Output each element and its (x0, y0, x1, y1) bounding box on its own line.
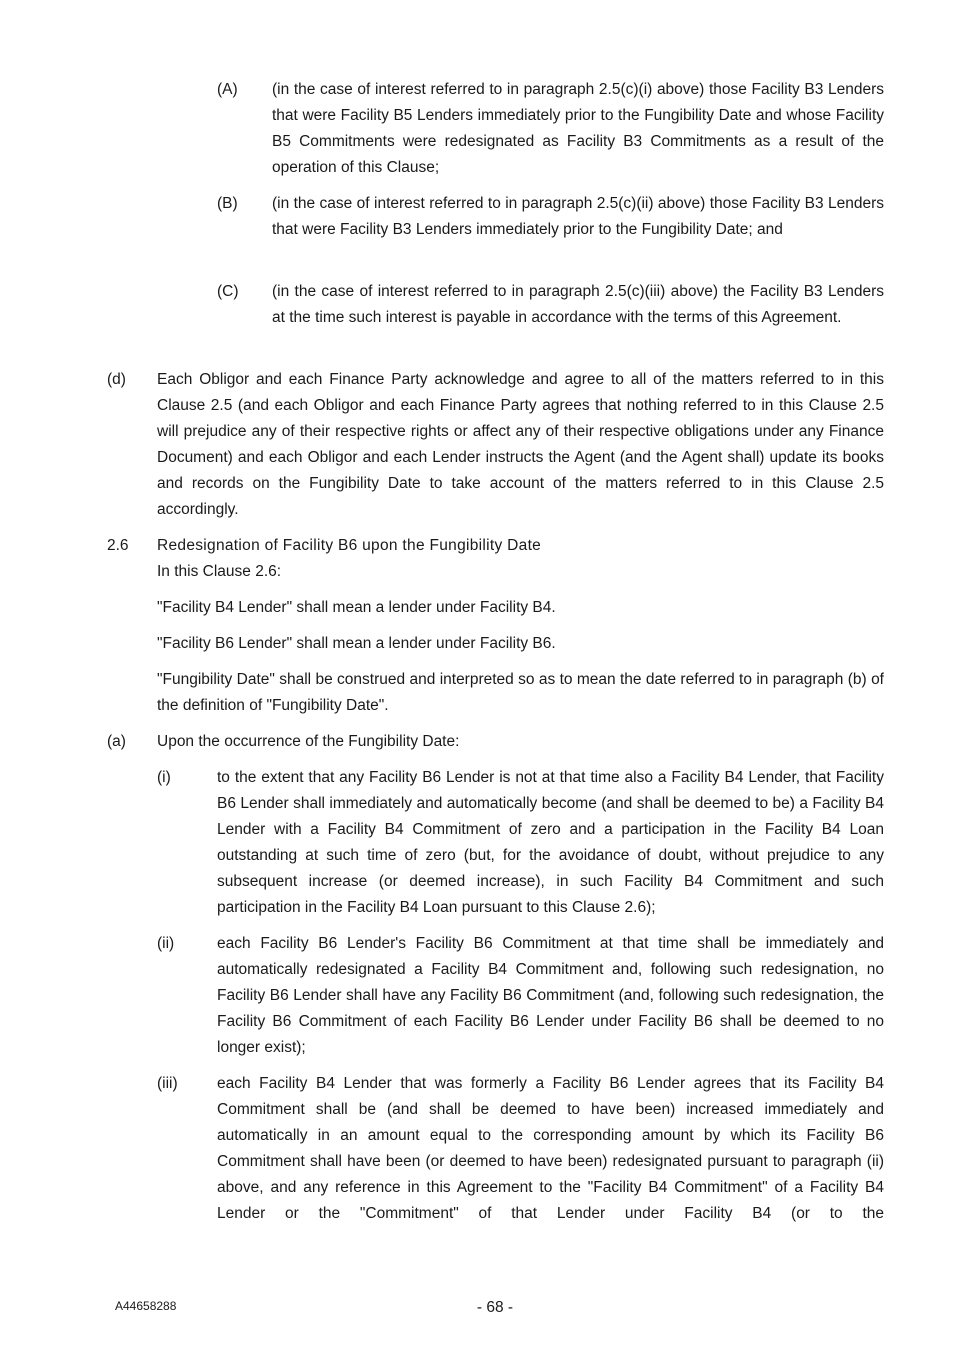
subitem-label-iii: (iii) (157, 1075, 178, 1092)
item-label-C: (C) (217, 283, 239, 300)
subitem-text-iii: each Facility B4 Lender that was formerly a Facility B6 Lender agrees that its Facility B4 Commitment shall be (and shall be deemed to have been) increased immediately and automatically in an amount equal to the corresponding amount by which its Facility B6 Commitment shall have been (or deemed to have been) redesignated pursuant to paragraph (ii) above, and any reference in this Agreement to the "Facility B4 Commitment" of a Facility B4 Lender or the "Commitment" of that Lender under Facility B4 (or to the (217, 1075, 884, 1222)
definition-facility-b6-lender: "Facility B6 Lender" shall mean a lender under Facility B6. (157, 635, 556, 652)
document-id: A44658288 (115, 1299, 177, 1313)
item-text-A: (in the case of interest referred to in paragraph 2.5(c)(i) above) those Facility B3 Lenders that were Facility B5 Lenders immediately prior to the Fungibility Date and whose Facility B5 Commitments were redesignated as Facility B3 Commitments as a result of the operation of this Clause; (272, 81, 884, 176)
definition-facility-b4-lender: "Facility B4 Lender" shall mean a lender under Facility B4. (157, 599, 556, 616)
subitem-text-ii: each Facility B6 Lender's Facility B6 Commitment at that time shall be immediately and automatically redesignated a Facility B4 Commitment and, following such redesignation, no Facility B6 Lender shall have any Facility B6 Commitment (and, following such redesignation, the Facility B6 Commitment of each Facility B6 Lender under Facility B6 shall be deemed to no longer exist); (217, 935, 884, 1056)
subitem-label-i: (i) (157, 769, 171, 786)
subitem-text-i: to the extent that any Facility B6 Lender is not at that time also a Facility B4 Lender, that Facility B6 Lender shall immediately and automatically become (and shall be deemed to be) a Facility B4 Lender with a Facility B4 Commitment of zero and a participation in the Facility B4 Loan outstanding at such time of zero (but, for the avoidance of doubt, without prejudice to any subsequent increase (or deemed increase), in such Facility B4 Commitment and such participation in the Facility B4 Loan pursuant to this Clause 2.6); (217, 769, 884, 916)
item-text-B: (in the case of interest referred to in paragraph 2.5(c)(ii) above) those Facility B3 Lenders that were Facility B3 Lenders immediately prior to the Fungibility Date; and (272, 195, 884, 238)
paragraph-label-d: (d) (107, 371, 126, 388)
paragraph-text-d: Each Obligor and each Finance Party acknowledge and agree to all of the matters referred to in this Clause 2.5 (and each Obligor and each Finance Party agrees that nothing referred to in this Clause 2.5 will prejudice any of their respective rights or affect any of their respective obligations under any Finance Document) and each Obligor and each Lender instructs the Agent (and the Agent shall) update its books and records on the Fungibility Date to take account of the matters referred to in this Clause 2.5 accordingly. (157, 371, 884, 518)
subitem-label-ii: (ii) (157, 935, 175, 952)
item-label-B: (B) (217, 195, 238, 212)
clause-heading: Redesignation of Facility B6 upon the Fungibility Date (157, 537, 542, 554)
paragraph-text-a: Upon the occurrence of the Fungibility Date: (157, 733, 460, 750)
clause-number: 2.6 (107, 537, 129, 554)
paragraph-label-a: (a) (107, 733, 126, 750)
definition-fungibility-date: "Fungibility Date" shall be construed and interpreted so as to mean the date referred to in paragraph (b) of the definition of "Fungibility Date". (157, 671, 884, 714)
item-label-A: (A) (217, 81, 238, 98)
clause-intro: In this Clause 2.6: (157, 563, 282, 580)
item-text-C: (in the case of interest referred to in paragraph 2.5(c)(iii) above) the Facility B3 Lenders at the time such interest is payable in accordance with the terms of this Agreement. (272, 283, 884, 326)
page-number: - 68 - (476, 1299, 514, 1316)
